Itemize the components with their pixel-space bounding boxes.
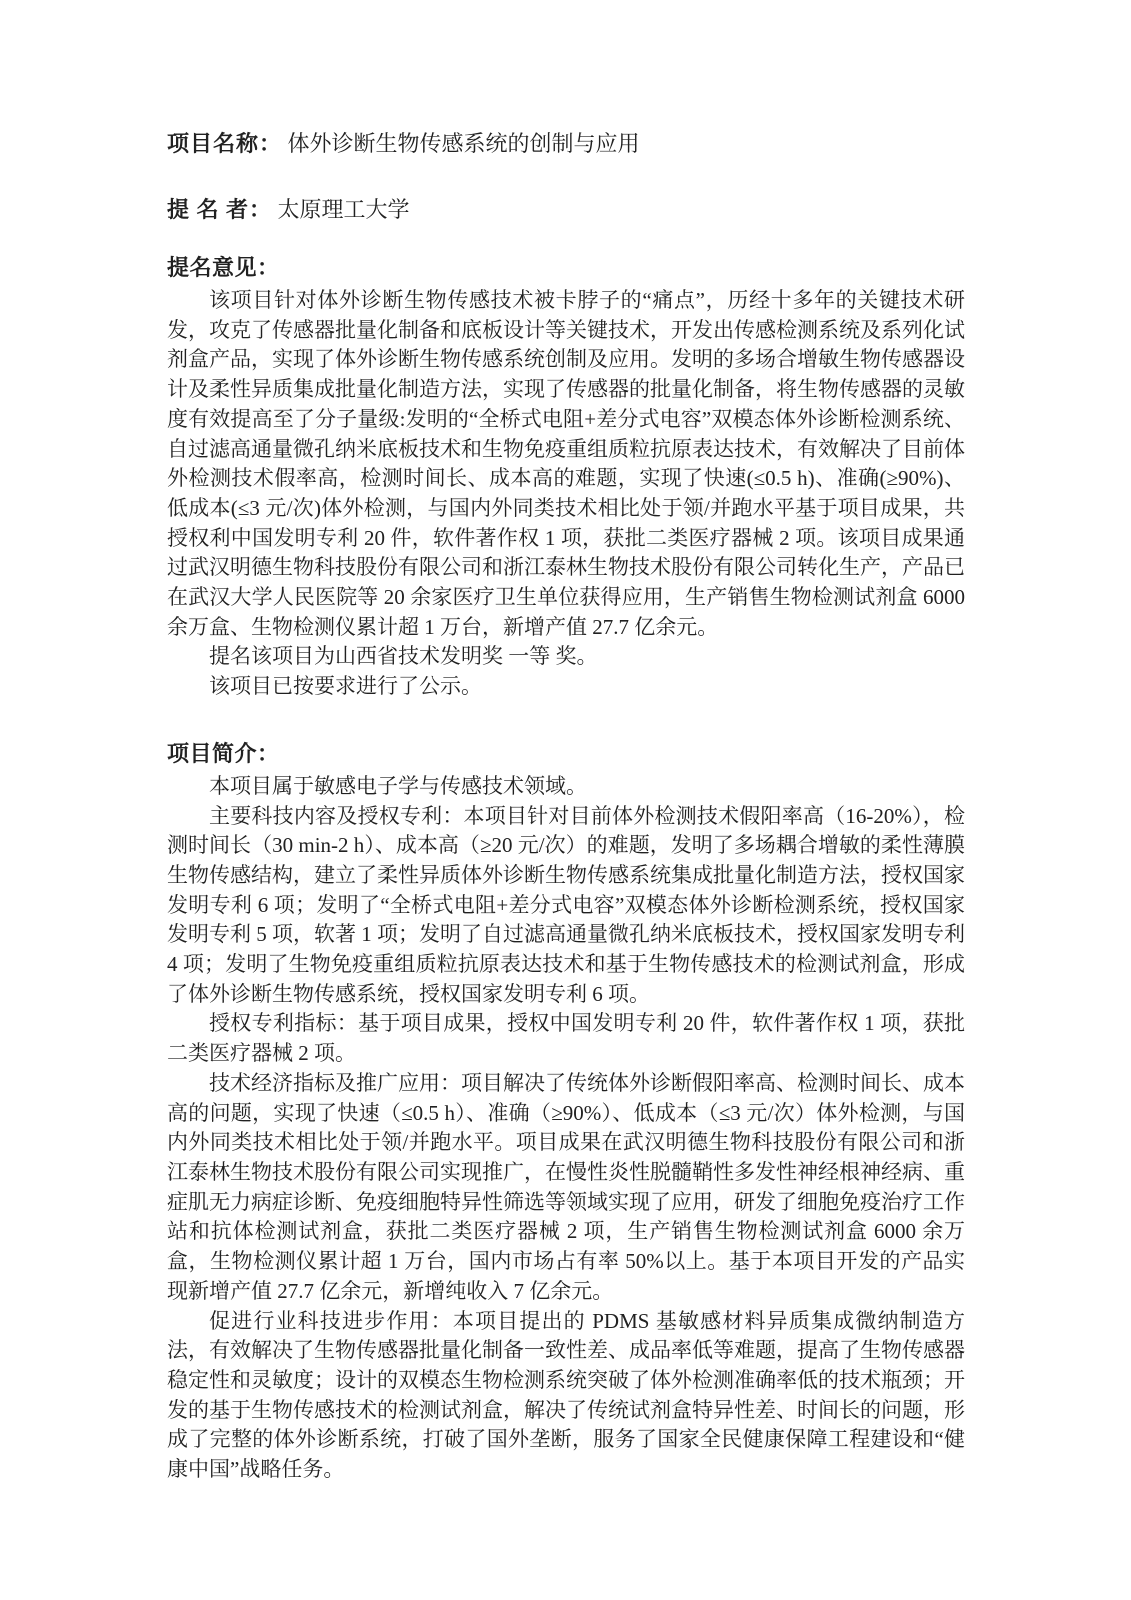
nominator-value: 太原理工大学: [277, 197, 410, 222]
project-name-row: [167, 130, 965, 158]
nomination-opinion-heading: 提名意见：: [167, 255, 280, 280]
nominator-label: 提 名 者：: [167, 197, 273, 222]
nominator-row: [167, 196, 965, 224]
project-intro-heading: 项目简介：: [167, 740, 280, 766]
nomination-opinion-paragraph-2: 提名该项目为山西省技术发明奖 一等 奖。: [209, 644, 598, 669]
project-intro-paragraph-2: 主要科技内容及授权专利：本项目针对目前体外检测技术假阳率高（16-20%），检测时间长（30 min-2 h）、成本高（≥20 元/次）的难题，发明了多场耦合增敏的柔性薄膜生物传感结构，建立了柔性异质体外诊断生物传感系统集成批量化制造方法，授权国家发明专利 6 项；发明了“全桥式电阻+差分式电容”双模态体外诊断检测系统，授权国家发明专利 5 项，软著 1 项；发明了自过滤高通量微孔纳米底板技术，授权国家发明专利 4 项；发明了生物免疫重组质粒抗原表达技术和基于生物传感技术的检测试剂盒，形成了体外诊断生物传感系统，授权国家发明专利 6 项。: [167, 803, 965, 1006]
nomination-opinion-paragraph-3: 该项目已按要求进行了公示。: [209, 674, 482, 699]
project-intro-paragraph-4: 技术经济指标及推广应用：项目解决了传统体外诊断假阳率高、检测时间长、成本高的问题，实现了快速（≤0.5 h）、准确（≥90%）、低成本（≤3 元/次）体外检测，与国内外同类技术相比处于领/并跑水平。项目成果在武汉明德生物科技股份有限公司和浙江泰林生物技术股份有限公司实现推广，在慢性炎性脱髓鞘性多发性神经根神经病、重症肌无力病症诊断、免疫细胞特异性筛选等领域实现了应用，研发了细胞免疫治疗工作站和抗体检测试剂盒，获批二类医疗器械 2 项，生产销售生物检测试剂盒 6000 余万盒，生物检测仪累计超 1 万台，国内市场占有率 50%以上。基于本项目开发的产品实现新增产值 27.7 亿余元，新增纯收入 7 亿余元。: [167, 1070, 965, 1303]
project-intro-paragraph-3: 授权专利指标：基于项目成果，授权中国发明专利 20 件，软件著作权 1 项，获批二类医疗器械 2 项。: [167, 1011, 965, 1066]
project-name-value: 体外诊断生物传感系统的创制与应用: [287, 131, 640, 156]
project-intro-paragraph-1: 本项目属于敏感电子学与传感技术领域。: [209, 773, 587, 798]
project-name-label: 项目名称：: [167, 131, 283, 156]
nomination-opinion-paragraph-1: 该项目针对体外诊断生物传感技术被卡脖子的“痛点”，历经十多年的关键技术研发，攻克了传感器批量化制备和底板设计等关键技术，开发出传感检测系统及系列化试剂盒产品，实现了体外诊断生物传感系统创制及应用。发明的多场合增敏生物传感器设计及柔性异质集成批量化制造方法，实现了传感器的批量化制备，将生物传感器的灵敏度有效提高至了分子量级:发明的“全桥式电阻+差分式电容”双模态体外诊断检测系统、自过滤高通量微孔纳米底板技术和生物免疫重组质粒抗原表达技术，有效解决了目前体外检测技术假率高，检测时间长、成本高的难题，实现了快速(≤0.5 h)、准确(≥90%)、低成本(≤3 元/次)体外检测，与国内外同类技术相比处于领/并跑水平基于项目成果，共授权利中国发明专利 20 件，软件著作权 1 项，获批二类医疗器械 2 项。该项目成果通过武汉明德生物科技股份有限公司和浙江泰林生物技术股份有限公司转化生产，产品已在武汉大学人民医院等 20 余家医疗卫生单位获得应用，生产销售生物检测试剂盒 6000 余万盒、生物检测仪累计超 1 万台，新增产值 27.7 亿余元。: [167, 288, 965, 639]
project-intro-paragraph-5: 促进行业科技进步作用：本项目提出的 PDMS 基敏感材料异质集成微纳制造方法，有效解决了生物传感器批量化制备一致性差、成品率低等难题，提高了生物传感器稳定性和灵敏度；设计的双模态生物检测系统突破了体外检测准确率低的技术瓶颈；开发的基于生物传感技术的检测试剂盒，解决了传统试剂盒特异性差、时间长的问题，形成了完整的体外诊断系统，打破了国外垄断，服务了国家全民健康保障工程建设和“健康中国”战略任务。: [167, 1308, 965, 1482]
